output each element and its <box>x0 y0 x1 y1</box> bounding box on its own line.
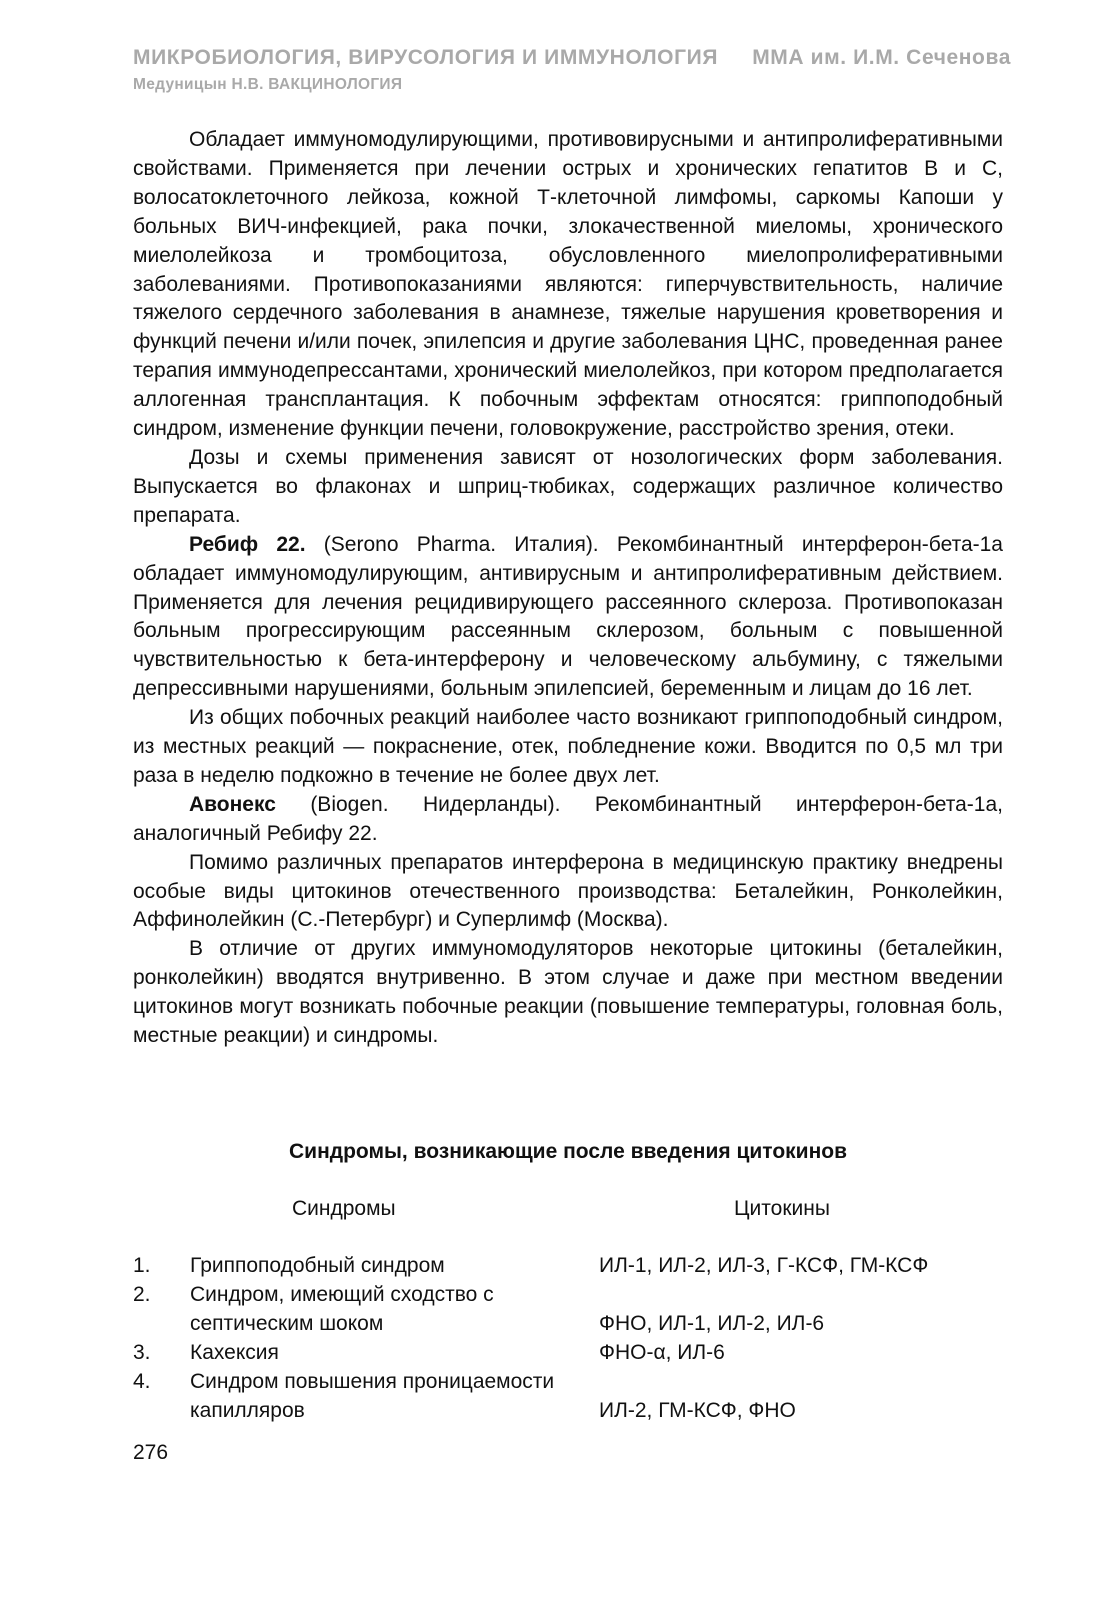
paragraph-text: Дозы и схемы применения зависят от нозологических форм заболевания. Выпускается во флаконах и шприц-тюбиках, содержащих различное количество препарата. <box>133 445 1003 527</box>
row-number: 1. <box>133 1254 151 1277</box>
row-number: 2. <box>133 1283 151 1306</box>
cytokines-list: ФНО, ИЛ-1, ИЛ-2, ИЛ-6 <box>599 1312 825 1335</box>
cytokines-list: ФНО-α, ИЛ-6 <box>599 1341 725 1364</box>
paragraph-text: Обладает иммуномодулирующими, противовирусными и антипролиферативными свойствами. Применяется при лечении острых и хронических гепатитов В и С, волосатоклеточного лейкоза, кожной Т-клеточной лимфомы, саркомы Капоши у больных ВИЧ-инфекцией, рака почки, злокачественной миеломы, хронического миелолейкоза и тромбоцитоза, обусловленного миелопролиферативными заболеваниями. Противопоказаниями являются: гиперчувствительность, наличие тяжелого сердечного заболевания в анамнезе, тяжелые нарушения кроветворения и функций печени и/или почек, эпилепсия и другие заболевания ЦНС, проведенная ранее терапия иммунодепрессантами, хронический миелолейкоз, при котором предполагается аллогенная трансплантация. К побочным эффектам относятся: гриппоподобный синдром, изменение функции печени, головокружение, расстройство зрения, отеки. <box>133 128 1003 441</box>
cytokines-list: ИЛ-1, ИЛ-2, ИЛ-3, Г-КСФ, ГМ-КСФ <box>599 1254 929 1277</box>
table-row <box>133 1251 1003 1280</box>
drug-name-avonex: Авонекс <box>189 792 276 816</box>
header-top-line <box>133 44 1011 72</box>
paragraph <box>133 126 1003 444</box>
paragraph <box>133 791 1003 849</box>
paragraph <box>133 935 1003 1051</box>
column-header-syndromes: Синдромы <box>292 1197 396 1220</box>
paragraph-text: (Serono Pharma. Италия). Рекомбинантный интерферон-бета-1а обладает иммуномодулирующим, антивирусным и антипролиферативным действием. Применяется для лечения рецидивирующего рассеянного склероза. Противопоказан больным прогрессирующим рассеянным склерозом, больным с повышенной чувствительностью к бета-интерферону и человеческому альбумину, с тяжелыми депрессивными нарушениями, больным эпилепсией, беременным и лицам до 16 лет. <box>133 532 1003 701</box>
paragraph-text: (Biogen. Нидерланды). Рекомбинантный интерферон-бета-1а, аналогичный Ребифу 22. <box>133 792 1003 845</box>
drug-name-rebif: Ребиф 22. <box>189 532 306 556</box>
author-chapter: Медуницын Н.В. ВАКЦИНОЛОГИЯ <box>133 76 403 93</box>
publisher-name: ММА им. И.М. Сеченова <box>752 46 1011 69</box>
table-row <box>133 1338 1003 1367</box>
paragraph-text: Помимо различных препаратов интерферона в медицинскую практику внедрены особые виды цитокинов отечественного производства: Беталейкин, Ронколейкин, Аффинолейкин (С.-Петербург) и Суперлимф (Москва). <box>133 850 1003 932</box>
paragraph-text: В отличие от других иммуномодуляторов некоторые цитокины (беталейкин, ронколейкин) вводятся внутривенно. В этом случае и даже при местном введении цитокинов могут возникать побочные реакции (повышение температуры, головная боль, местные реакции) и синдромы. <box>133 937 1003 1048</box>
syndrome-name: Синдром повышения проницаемости капилляров <box>190 1370 555 1422</box>
row-number: 3. <box>133 1341 151 1364</box>
table-row <box>133 1367 1003 1425</box>
syndrome-name: Синдром, имеющий сходство с септическим шоком <box>190 1283 494 1335</box>
table-title: Синдромы, возникающие после введения цитокинов <box>289 1140 847 1163</box>
syndromes-table <box>133 1251 1003 1425</box>
paragraph <box>133 444 1003 531</box>
page-number: 276 <box>133 1441 169 1464</box>
column-header-cytokines: Цитокины <box>734 1197 830 1220</box>
paragraph <box>133 531 1003 704</box>
paragraph-text: Из общих побочных реакций наиболее часто возникают гриппоподобный синдром, из местных реакций — покраснение, отек, побледнение кожи. Вводится по 0,5 мл три раза в неделю подкожно в течение не более двух лет. <box>133 706 1003 787</box>
body-text <box>133 126 1003 1051</box>
book-title: МИКРОБИОЛОГИЯ, ВИРУСОЛОГИЯ И ИММУНОЛОГИЯ <box>133 46 719 69</box>
syndrome-name: Кахексия <box>190 1341 279 1364</box>
row-number: 4. <box>133 1370 151 1393</box>
paragraph <box>133 849 1003 936</box>
syndrome-name: Гриппоподобный синдром <box>190 1254 445 1277</box>
table-row <box>133 1280 1003 1338</box>
running-header <box>133 44 1011 96</box>
cytokines-list: ИЛ-2, ГМ-КСФ, ФНО <box>599 1399 796 1422</box>
paragraph <box>133 704 1003 791</box>
